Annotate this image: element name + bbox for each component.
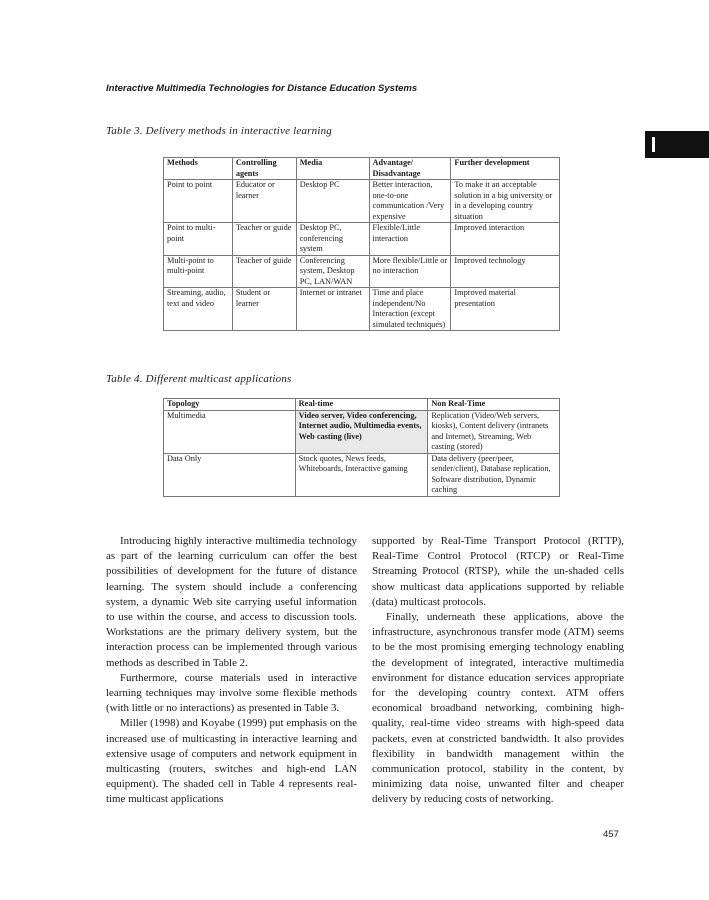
table3-row bbox=[164, 223, 560, 256]
chapter-thumb-tab bbox=[645, 131, 709, 158]
table4-cell: Multimedia bbox=[164, 410, 296, 453]
table3-cell: Teacher or guide bbox=[232, 223, 296, 256]
table3-row bbox=[164, 255, 560, 288]
table3-cell: Improved technology bbox=[451, 255, 560, 288]
table4-header-row bbox=[164, 399, 560, 411]
table4-cell: Replication (Video/Web servers, kiosks), Content delivery (intranets and Internet), Streaming, Web casting (stored) bbox=[428, 410, 560, 453]
paragraph: Miller (1998) and Koyabe (1999) put emphasis on the increased use of multicasting in interactive learning and extensive usage of computers and network equipment in multicasting (routers, switches and high-end LAN equipment). The shaded cell in Table 4 represents real-time multicast applications bbox=[106, 717, 357, 806]
page-number: 457 bbox=[603, 829, 619, 840]
table3-cell: More flexible/Little or no interaction bbox=[369, 255, 451, 288]
table4-header-cell: Topology bbox=[164, 399, 296, 411]
table4-row bbox=[164, 410, 560, 453]
table3-cell: Multi-point to multi-point bbox=[164, 255, 233, 288]
table3-cell: Student or learner bbox=[232, 288, 296, 331]
table3-header-cell: Further development bbox=[451, 158, 560, 180]
table3-cell: Streaming, audio, text and video bbox=[164, 288, 233, 331]
body-column-left bbox=[106, 534, 357, 808]
table3-cell: Desktop PC, conferencing system bbox=[296, 223, 369, 256]
table3-cell: Conferencing system, Desktop PC, LAN/WAN bbox=[296, 255, 369, 288]
table3-cell: To make it an acceptable solution in a big university or in a developing country situation bbox=[451, 180, 560, 223]
table3-header-cell: Methods bbox=[164, 158, 233, 180]
table3-cell: Desktop PC bbox=[296, 180, 369, 223]
table4-shaded-cell: Video server, Video conferencing, Internet audio, Multimedia events, Web casting (live) bbox=[295, 410, 428, 453]
paragraph: Furthermore, course materials used in interactive learning techniques may involve some flexible methods (with little or no interactions) as presented in Table 3. bbox=[106, 671, 357, 715]
table4-header-cell: Non Real-Time bbox=[428, 399, 560, 411]
table3-delivery-methods bbox=[163, 157, 560, 331]
table3-cell: Time and place independent/No Interaction (except simulated techniques) bbox=[369, 288, 451, 331]
table3-cell: Better interaction, one-to-one communication /Very expensive bbox=[369, 180, 451, 223]
table3-cell: Educator or learner bbox=[232, 180, 296, 223]
table3-cell: Teacher of guide bbox=[232, 255, 296, 288]
table3-cell: Improved interaction bbox=[451, 223, 560, 256]
table3-caption: Table 3. Delivery methods in interactive learning bbox=[106, 125, 332, 137]
table3-cell: Flexible/Little interaction bbox=[369, 223, 451, 256]
body-column-right bbox=[372, 534, 624, 808]
running-header: Interactive Multimedia Technologies for Distance Education Systems bbox=[106, 83, 418, 94]
table4-cell: Data Only bbox=[164, 453, 296, 496]
table4-row bbox=[164, 453, 560, 496]
table4-cell: Data delivery (peer/peer, sender/client), Database replication, Software distribution, Dynamic caching bbox=[428, 453, 560, 496]
table3-header-cell: Controlling agents bbox=[232, 158, 296, 180]
table3-cell: Improved material presentation bbox=[451, 288, 560, 331]
table3-header-row bbox=[164, 158, 560, 180]
table3-cell: Point to multi-point bbox=[164, 223, 233, 256]
table3-row bbox=[164, 180, 560, 223]
table4-multicast-applications bbox=[163, 398, 560, 497]
table3-header-cell: Advantage/ Disadvantage bbox=[369, 158, 451, 180]
table3-header-cell: Media bbox=[296, 158, 369, 180]
chapter-tab-mark bbox=[652, 137, 655, 152]
table3-cell: Point to point bbox=[164, 180, 233, 223]
paragraph: Finally, underneath these applications, above the infrastructure, asynchronous transfer mode (ATM) seems to be the most promising emerging technology enabling the development of integrated, interactive multimedia environment for distance education services appropriate for the developing country context. ATM offers economical broadband networking, combining high-quality, real-time video streams with high-speed data packets, even at constricted bandwidth. It also provides flexibility in bandwidth management within the communication protocol, stability in the content, by minimizing data noise, unwanted filter and cheaper delivery by reducing costs of networking. bbox=[372, 611, 624, 806]
table4-cell: Stock quotes, News feeds, Whiteboards, Interactive gaming bbox=[295, 453, 428, 496]
table4-header-cell: Real-time bbox=[295, 399, 428, 411]
paragraph: Introducing highly interactive multimedia technology as part of the learning curriculum can offer the best possibilities of development for the future of distance learning. The system should include a conferencing system, a dynamic Web site carrying useful information to use within the course, and access to discussion tools. Workstations are the primary delivery system, but the interaction process can be implemented through various methods as described in Table 2. bbox=[106, 535, 357, 669]
paragraph: supported by Real-Time Transport Protocol (RTTP), Real-Time Control Protocol (RTCP) or Real-Time Streaming Protocol (RTSP), while the un-shaded cells show multicast data applications supported by reliable (data) multicast protocols. bbox=[372, 535, 624, 608]
table4-caption: Table 4. Different multicast applications bbox=[106, 373, 292, 385]
table3-row bbox=[164, 288, 560, 331]
table3-cell: Internet or intranet bbox=[296, 288, 369, 331]
